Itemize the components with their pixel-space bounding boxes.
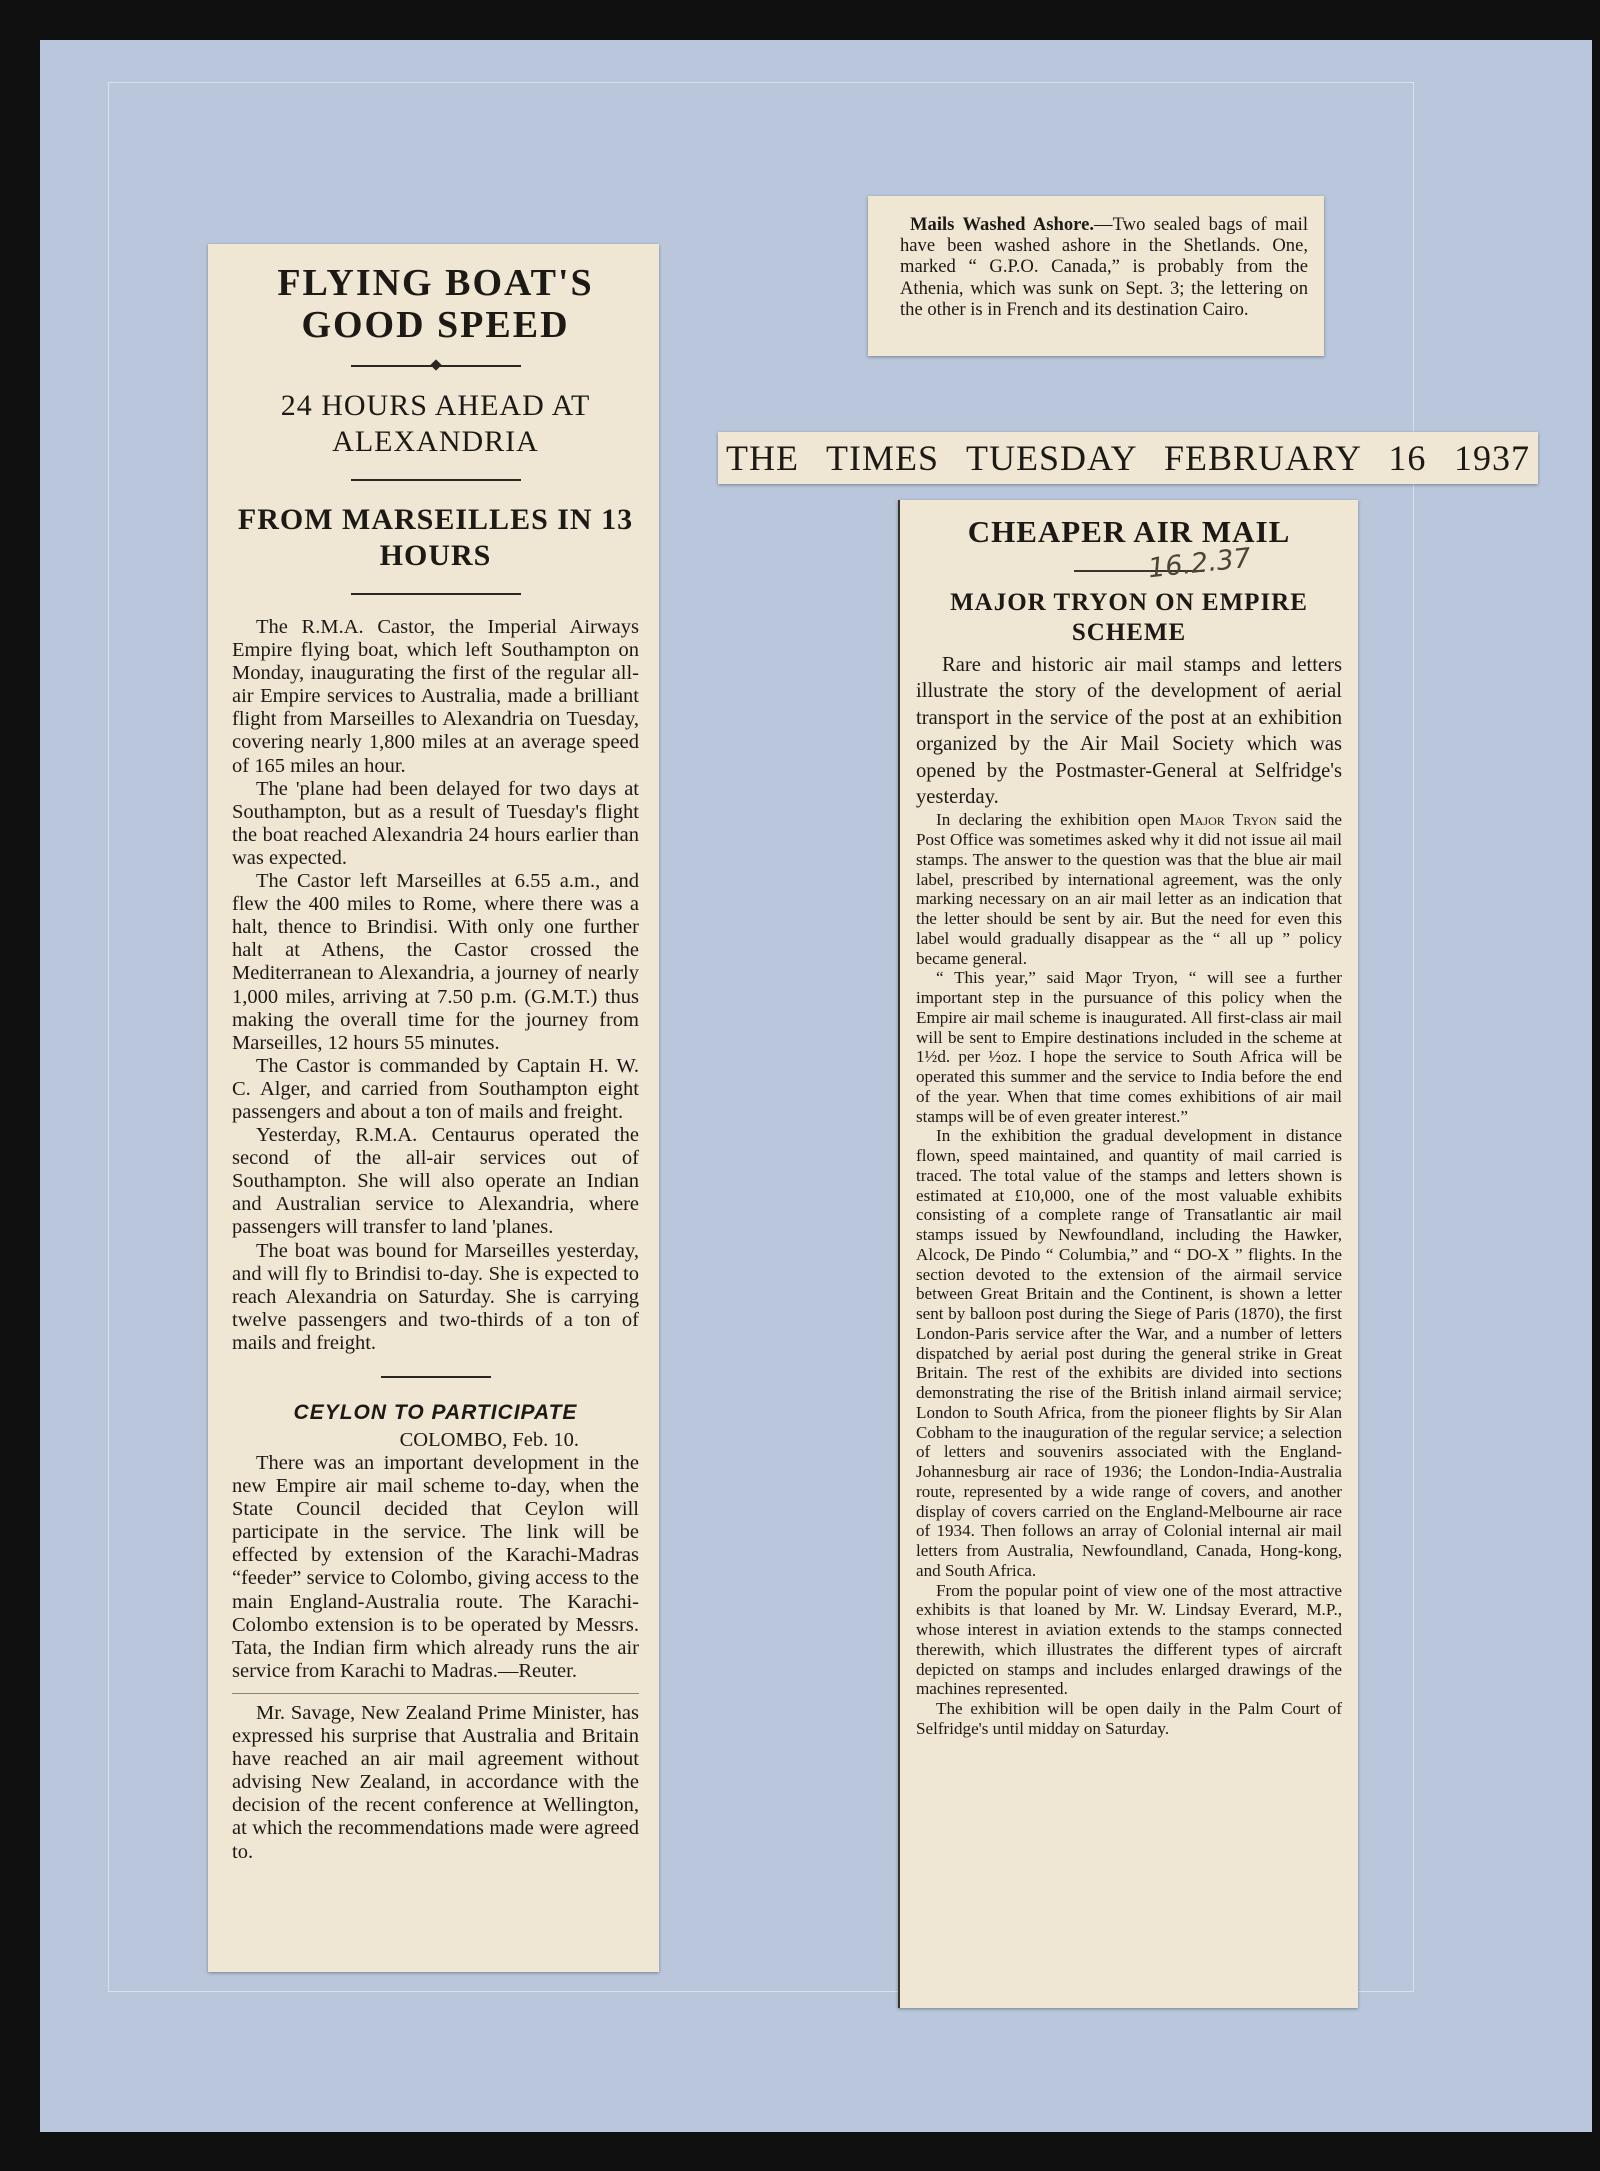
article-paragraph: The Castor left Marseilles at 6.55 a.m., and flew the 400 miles to Rome, where there was a halt, thence to Brindisi. With only one further halt at Athens, the Castor crossed the Mediterranean to Alexandria, a journey of nearly 1,000 miles, arriving at 7.50 p.m. (G.M.T.) thus making the overall time for the journey from Marseilles, 12 hours 55 minutes. [232,870,639,1054]
article-paragraph: The boat was bound for Marseilles yesterday, and will fly to Brindisi to-day. She is expected to reach Alexandria on Saturday. She is carrying twelve passengers and two-thirds of a ton of mails and freight. [232,1239,639,1354]
subheadline-major-tryon: MAJOR TRYON ON EMPIRE SCHEME [950,589,1308,646]
article-paragraph: Rare and historic air mail stamps and letters illustrate the story of the development of aerial transport in the service of the post at an exhibition organized by the Air Mail Society which was opened by the Postmaster-General at Selfridge's yesterday. [916,654,1342,809]
article-paragraph: From the popular point of view one of the most attractive exhibits is that loaned by Mr. W. Lindsay Everard, M.P., whose interest in aviation extends to the stamps connected therewith, which illustrates the different types of aircraft depicted on stamps and includes enlarged drawings of the machines represented. [916,1580,1342,1699]
article-paragraph: In the exhibition the gradual development in distance flown, speed maintained, and quantity of mail carried is traced. The total value of the stamps and letters shown is estimated at £10,000, one of the most valuable exhibits consisting of a complete range of Transatlantic air mail stamps issued by Newfoundland, including the Hawker, Alcock, De Pindo “ Columbia,” and “ DO-X ” flights. In the section devoted to the extension of the airmail service between Great Britain and the Continent, is shown a letter sent by balloon post during the Siege of Paris (1870), the first London-Paris service after the War, and a number of letters dispatched by aerial post during the general strike in Great Britain. The rest of the exhibits are divided into sections demonstrating the rise of the British inland airmail service; London to South Africa, from the pioneer flights by Sir Alan Cobham to the inauguration of the regular service; a selection of letters and souvenirs associated with the England-Johannesburg air race of 1936; the London-India-Australia route, represented by a wide range of covers, and another display of covers carried on the England-Melbourne air race of 1934. Then follows an array of Colonial internal air mail letters from Australia, Newfoundland, Canada, Hong-kong, and South Africa. [916,1126,1342,1580]
section-divider [232,1367,639,1387]
masthead-text: THE TIMES TUESDAY FEBRUARY 16 1937 [726,438,1530,478]
paragraph-rest: said the Post Office was sometimes asked why it did not issue ail mail stamps. The answer to the question was that the blue air mail label, prescribed by international agreement, was the only marking necessary on an air mail letter as an indication that the letter should be sent by air. But the need for even this label would gradually disappear as the “ all up ” policy became general. [916,810,1342,968]
article-paragraph: “ This year,” said Ma̧or Tryon, “ will see a further important step in the pursuance of this policy when the Empire air mail scheme is inaugurated. All first-class air mail will be sent to Empire destinations included in the scheme at 1½d. per ½oz. I hope the service to South Africa will be operated this summer and the service to India before the end of the year. When that time comes exhibitions of air mail stamps will be of even greater interest.” [916,968,1342,1126]
flying-boat-article-body [232,616,639,1355]
flying-boat-clipping [208,244,659,1972]
mails-washed-ashore-clipping [868,196,1324,356]
headline-divider [232,356,639,376]
headline-from-marseilles: FROM MARSEILLES IN 13 HOURS [237,503,634,572]
cheaper-air-mail-clipping [898,500,1358,2008]
headline-24-hours: 24 HOURS AHEAD AT ALEXANDRIA [280,389,591,458]
article-paragraph: There was an important development in the new Empire air mail scheme to-day, when the State Council decided that Ceylon will participate in the service. The link will be effected by extension of the Karachi-Madras “feeder” service to Colombo, giving access to the main England-Australia route. The Karachi-Colombo extension is to be operated by Messrs. Tata, the Indian firm which already runs the air service from Karachi to Madras.—Reuter. [232,1452,639,1682]
article-paragraph: Mr. Savage, New Zealand Prime Minister, has expressed his surprise that Australia and Britain have reached an air mail agreement without advising New Zealand, in accordance with the decision of the recent conference at Wellington, at which the recommendations made were agreed to. [232,1701,639,1863]
paragraph-intro: In declaring the exhibition open [936,810,1180,830]
subheading-ceylon: CEYLON TO PARTICIPATE [293,1401,578,1424]
headline-divider [232,470,639,490]
article-paragraph [916,810,1342,968]
mails-paragraph [900,214,1308,320]
headline-flying-boat: FLYING BOAT'S GOOD SPEED [277,262,594,346]
handwritten-date [916,542,1342,588]
article-paragraph: Yesterday, R.M.A. Centaurus operated the second of the all-air services out of Southampton. She will also operate an Indian and Australian service to Alexandria, where passengers will transfer to land 'planes. [232,1124,639,1239]
headline-divider [232,584,639,604]
article-paragraph: The Castor is commanded by Captain H. W. C. Alger, and carried from Southampton eight passengers and about a ton of mails and freight. [232,1054,639,1123]
ceylon-article-body [232,1452,639,1864]
times-masthead-strip [718,432,1538,484]
headline-cheaper-air-mail: CHEAPER AIR MAIL [967,514,1291,549]
name-major-tryon: Major Tryon [1179,810,1277,830]
air-mail-lead-paragraph [916,652,1342,810]
article-paragraph: The exhibition will be open daily in the Palm Court of Selfridge's until midday on Saturday. [916,1699,1342,1738]
air-mail-article-body [916,810,1342,1738]
dateline-colombo: COLOMBO, Feb. 10. [399,1429,579,1451]
mails-lead: Mails Washed Ashore. [910,214,1094,235]
mails-text: —Two sealed bags of mail have been washed ashore in the Shetlands. One, marked “ G.P.O. Canada,” is probably from the Athenia, which was sunk on Sept. 3; the lettering on the other is in French and its destination Cairo. [900,214,1308,320]
handwritten-date-text: 16.2.37 [1146,542,1253,585]
article-paragraph: The R.M.A. Castor, the Imperial Airways Empire flying boat, which left Southampton on Monday, inaugurating the first of the regular all-air Empire services to Australia, made a brilliant flight from Marseilles to Alexandria on Tuesday, covering nearly 1,800 miles at an average speed of 165 miles an hour. [232,616,639,777]
article-paragraph: The 'plane had been delayed for two days at Southampton, but as a result of Tuesday's flight the boat reached Alexandria 24 hours earlier than was expected. [232,777,639,869]
paragraph-separator [232,1693,639,1694]
